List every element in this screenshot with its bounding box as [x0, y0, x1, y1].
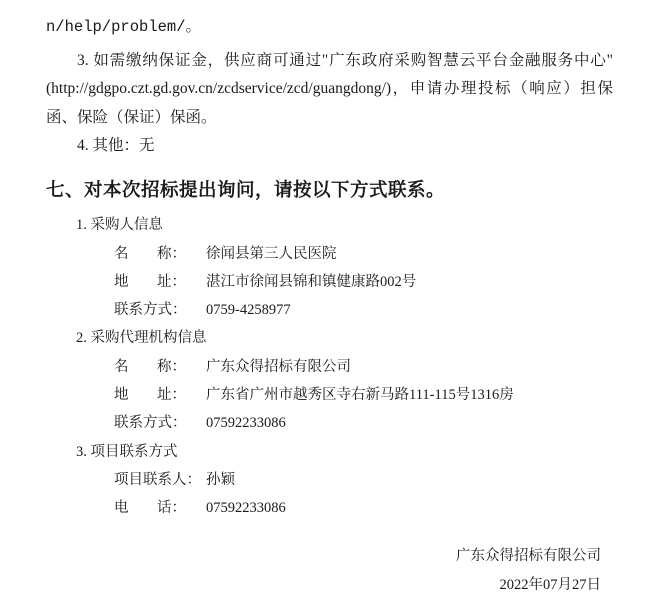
- top-text-fragment: n/help/problem/。: [46, 18, 202, 36]
- paragraph-number: 3.: [77, 52, 89, 70]
- field-purchaser-name: [114, 240, 613, 268]
- field-value: 广东众得招标有限公司: [206, 358, 351, 375]
- field-agency-address: [114, 381, 613, 409]
- field-label: 名 称：: [114, 358, 186, 375]
- field-label: 项目联系人：: [114, 471, 201, 488]
- field-value: 孙颖: [206, 471, 235, 488]
- field-label: 地 址：: [114, 386, 186, 403]
- field-value: 广东省广州市越秀区寺右新马路111-115号1316房: [206, 386, 514, 403]
- field-value: 07592233086: [206, 500, 286, 517]
- signature-block: [46, 542, 613, 600]
- numbered-paragraph-3: [46, 47, 613, 132]
- group-title-agency: 2. 采购代理机构信息: [76, 330, 207, 347]
- field-label: 名 称：: [114, 245, 186, 262]
- field-label: 地 址：: [114, 273, 186, 290]
- field-label: 联系方式：: [114, 302, 187, 319]
- signature-company: 广东众得招标有限公司: [456, 548, 601, 565]
- numbered-paragraph-4: [46, 132, 613, 160]
- field-value: 07592233086: [206, 415, 286, 432]
- field-value: 0759-4258977: [206, 302, 291, 319]
- field-label: 电 话：: [114, 500, 186, 517]
- paragraph-number: 4.: [77, 136, 89, 154]
- field-project-contact-person: [114, 466, 613, 494]
- field-label: 联系方式：: [114, 415, 187, 432]
- signature-date: 2022年07月27日: [499, 577, 601, 594]
- group-title-project-contact: 3. 项目联系方式: [76, 443, 178, 460]
- field-agency-contact: [114, 409, 613, 437]
- group-title-purchaser: 1. 采购人信息: [76, 217, 163, 234]
- field-project-phone: [114, 494, 613, 522]
- field-agency-name: [114, 353, 613, 381]
- field-purchaser-contact: [114, 296, 613, 324]
- paragraph-text: 如需缴纳保证金，供应商可通过"广东政府采购智慧云平台金融服务中心"(http://gdgpo.czt.gd.gov.cn/zcdservice/zcd/guangdong/)，申请办理投标（响应）担保函、保险（保证）保函。: [46, 52, 613, 126]
- field-purchaser-address: [114, 268, 613, 296]
- field-value: 徐闻县第三人民医院: [206, 245, 337, 262]
- field-value: 湛江市徐闻县锦和镇健康路002号: [206, 273, 417, 290]
- page-title: 七、对本次招标提出询问，请按以下方式联系。: [46, 180, 446, 201]
- paragraph-text: 其他：无: [92, 136, 155, 154]
